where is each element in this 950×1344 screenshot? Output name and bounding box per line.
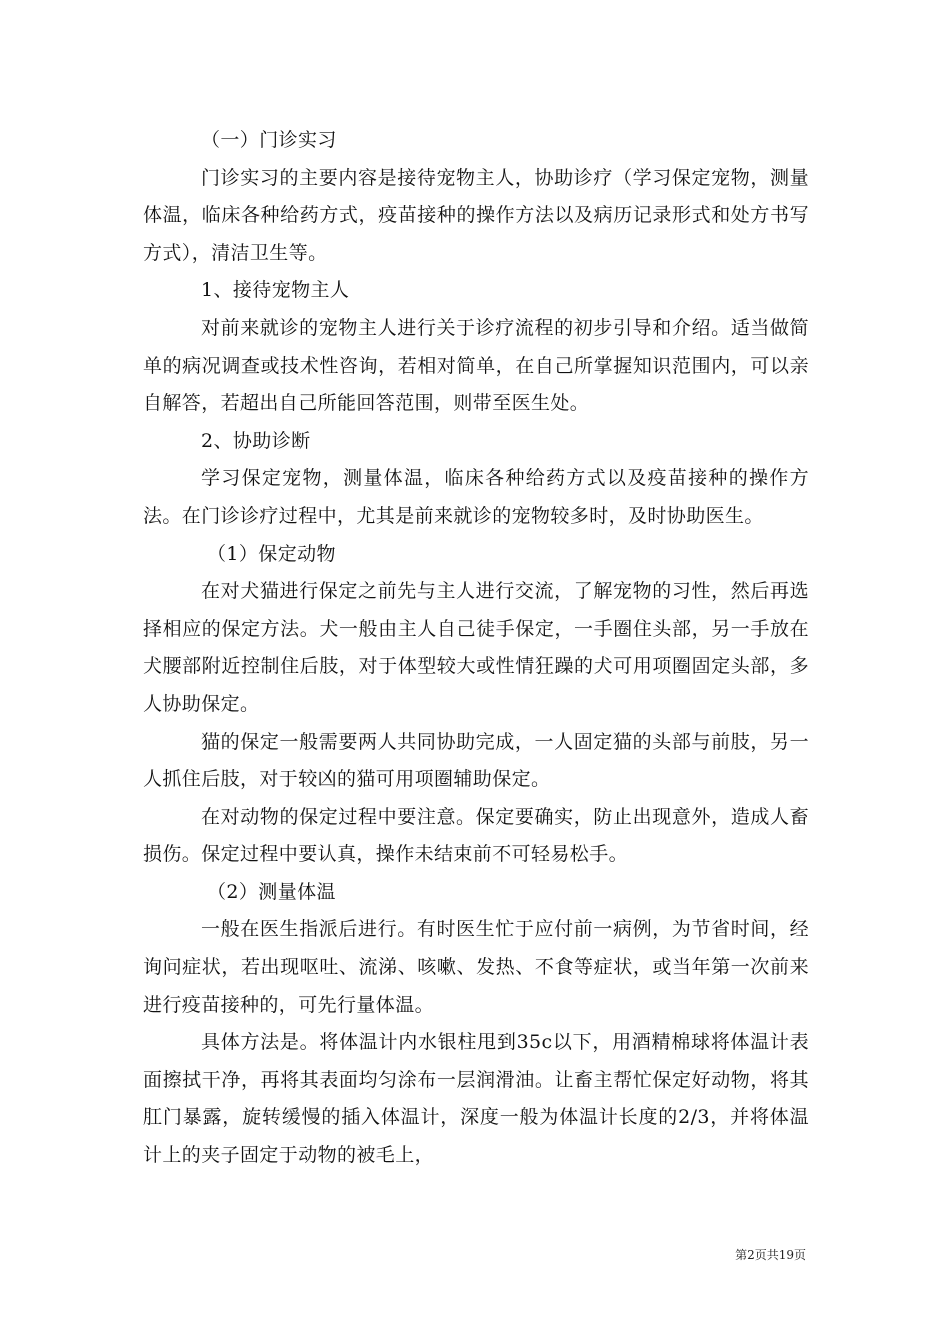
subsection-heading-temperature: （2）测量体温	[207, 880, 336, 903]
paragraph: 在对犬猫进行保定之前先与主人进行交流，了解宠物的习性，然后再选择相应的保定方法。犬一般由主人自己徒手保定，一手圈住头部，另一手放在犬腰部附近控制住后肢，对于体型较大或性情狂躁的犬可用项圈固定头部，多人协助保定。	[143, 580, 809, 715]
paragraph: 猫的保定一般需要两人共同协助完成，一人固定猫的头部与前肢，另一人抓住后肢，对于较凶的猫可用项圈辅助保定。	[143, 730, 809, 791]
paragraph: 门诊实习的主要内容是接待宠物主人，协助诊疗（学习保定宠物，测量体温，临床各种给药方式，疫苗接种的操作方法以及病历记录形式和处方书写方式），清洁卫生等。	[143, 166, 809, 264]
section-heading-reception: 1、接待宠物主人	[201, 279, 350, 302]
paragraph: 学习保定宠物，测量体温，临床各种给药方式以及疫苗接种的操作方法。在门诊诊疗过程中，尤其是前来就诊的宠物较多时，及时协助医生。	[143, 467, 809, 527]
paragraph: 对前来就诊的宠物主人进行关于诊疗流程的初步引导和介绍。适当做简单的病况调查或技术性咨询，若相对简单，在自己所掌握知识范围内，可以亲自解答，若超出自己所能回答范围，则带至医生处。	[143, 316, 809, 415]
paragraph: 具体方法是。将体温计内水银柱甩到35c以下，用酒精棉球将体温计表面擦拭干净，再将其表面均匀涂布一层润滑油。让畜主帮忙保定好动物，将其肛门暴露，旋转缓慢的插入体温计，深度一般为体温计长度的2/3，并将体温计上的夹子固定于动物的被毛上，	[143, 1031, 809, 1167]
section-heading-assist-diagnosis: 2、协助诊断	[201, 429, 311, 452]
page-number: 第2页共19页	[735, 1248, 806, 1262]
section-heading-outpatient: （一）门诊实习	[201, 129, 337, 151]
paragraph: 在对动物的保定过程中要注意。保定要确实，防止出现意外，造成人畜损伤。保定过程中要认真，操作未结束前不可轻易松手。	[143, 805, 809, 866]
document-body	[143, 122, 809, 1175]
paragraph: 一般在医生指派后进行。有时医生忙于应付前一病例，为节省时间，经询问症状，若出现呕吐、流涕、咳嗽、发热、不食等症状，或当年第一次前来进行疫苗接种的，可先行量体温。	[143, 918, 809, 1016]
subsection-heading-restraint: （1）保定动物	[207, 542, 336, 565]
